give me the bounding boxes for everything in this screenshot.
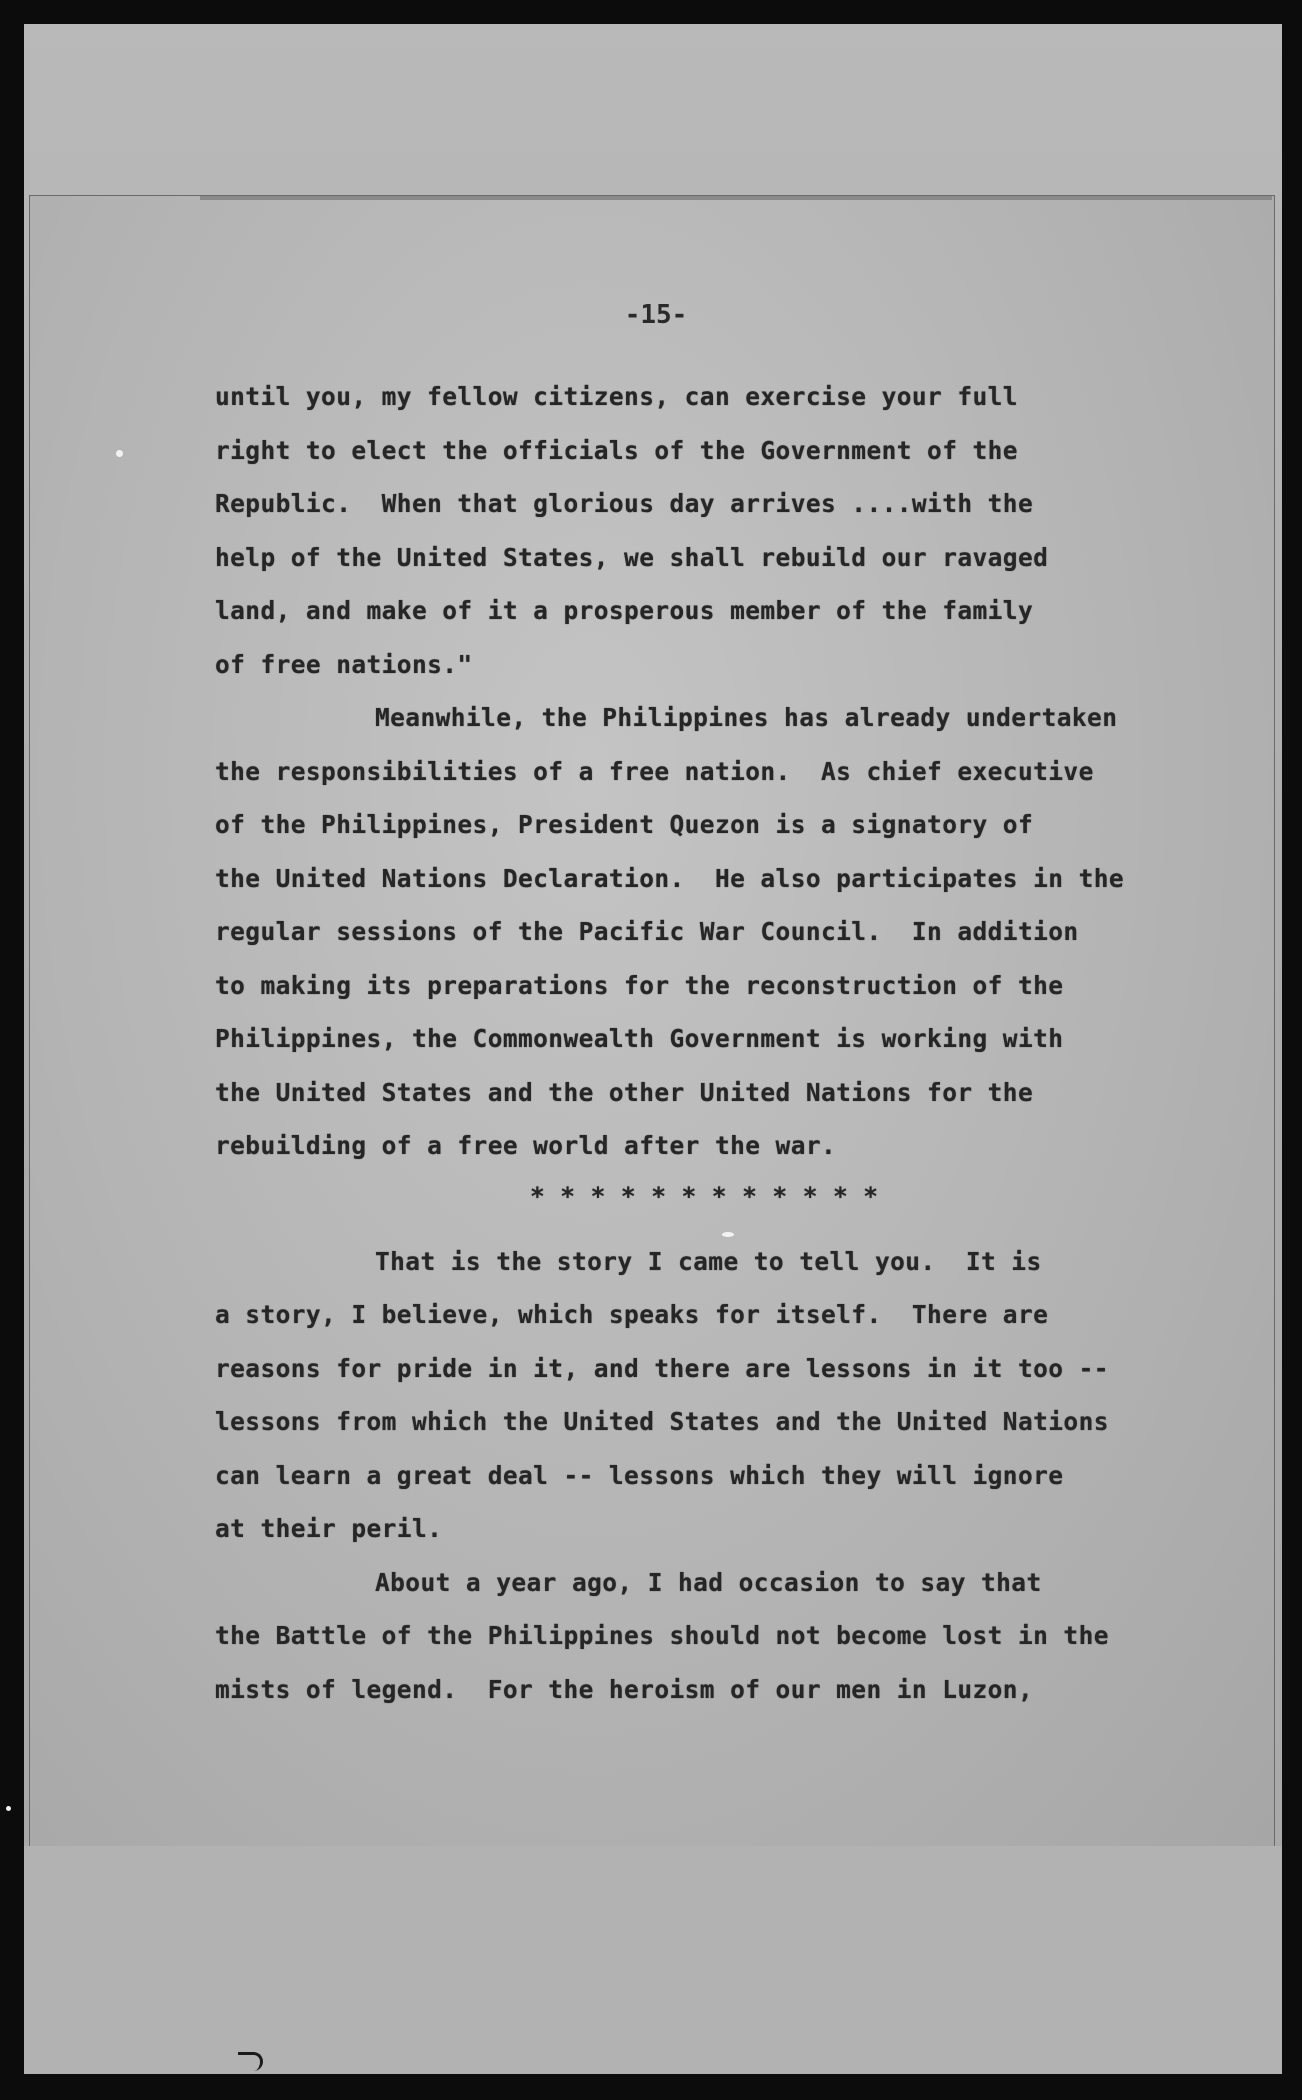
- text-line: mists of legend. For the heroism of our men in Luzon,: [215, 1674, 1034, 1704]
- page-number: -15-: [624, 300, 688, 330]
- section-separator: * * * * * * * * * * * *: [530, 1181, 879, 1211]
- text-line: Republic. When that glorious day arrives ....with the: [215, 489, 1034, 518]
- text-line: land, and make of it a prosperous member of the family: [215, 596, 1034, 625]
- paragraph-group-2: [215, 1235, 1175, 1717]
- text-line: regular sessions of the Pacific War Council. In addition: [215, 917, 1079, 946]
- page-top-edge: [200, 196, 1272, 200]
- text-line: of free nations.": [215, 649, 473, 679]
- text-line: help of the United States, we shall rebuild our ravaged: [215, 542, 1049, 572]
- text-line: to making its preparations for the reconstruction of the: [215, 970, 1064, 1000]
- text-line: the responsibilities of a free nation. As chief executive: [215, 756, 1094, 786]
- text-line: right to elect the officials of the Government of the: [215, 435, 1018, 465]
- backing-lower-strip: [24, 1846, 1282, 2074]
- scan-speck: [116, 450, 123, 457]
- paragraph-group-1: [215, 370, 1175, 1173]
- text-line: until you, my fellow citizens, can exercise your full: [215, 382, 1018, 411]
- scan-speck: [722, 1232, 734, 1237]
- text-line: About a year ago, I had occasion to say that: [375, 1567, 1042, 1597]
- text-line: of the Philippines, President Quezon is a signatory of: [215, 810, 1034, 839]
- text-line: reasons for pride in it, and there are lessons in it too --: [215, 1353, 1109, 1383]
- text-line: Philippines, the Commonwealth Government is working with: [215, 1024, 1064, 1053]
- pen-mark: [238, 2052, 263, 2071]
- body-text: [215, 370, 1175, 1716]
- text-line: the United Nations Declaration. He also participates in the: [215, 863, 1125, 893]
- text-line: That is the story I came to tell you. It is: [375, 1246, 1042, 1276]
- separator-gap: [215, 1221, 1175, 1235]
- scan-speck: [6, 1806, 11, 1811]
- text-line: lessons from which the United States and the United Nations: [215, 1407, 1109, 1436]
- text-line: Meanwhile, the Philippines has already undertaken: [375, 703, 1118, 732]
- text-line: rebuilding of a free world after the war.: [215, 1131, 837, 1160]
- text-line: can learn a great deal -- lessons which they will ignore: [215, 1460, 1064, 1490]
- text-line: at their peril.: [215, 1514, 443, 1543]
- text-line: the United States and the other United Nations for the: [215, 1077, 1034, 1107]
- text-line: a story, I believe, which speaks for itself. There are: [215, 1300, 1049, 1329]
- text-line: the Battle of the Philippines should not become lost in the: [215, 1621, 1109, 1650]
